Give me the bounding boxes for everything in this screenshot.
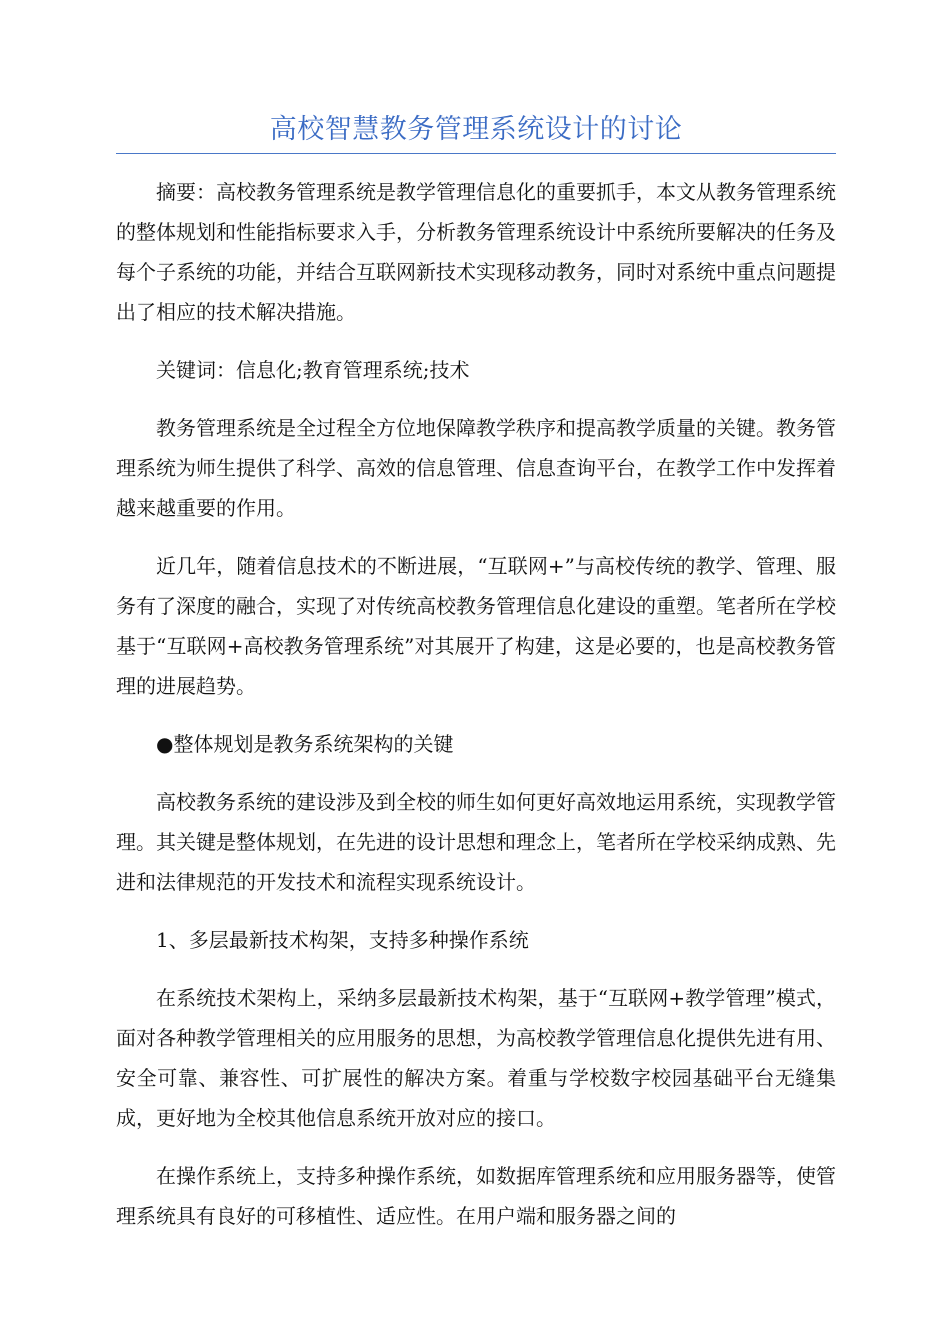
body-paragraph: 在系统技术架构上，采纳多层最新技术构架，基于“互联网+教学管理”模式，面对各种教学管理相关的应用服务的思想，为高校教学管理信息化提供先进有用、安全可靠、兼容性、可扩展性的解决方案。着重与学校数字校园基础平台无缝集成，更好地为全校其他信息系统开放对应的接口。 — [116, 986, 836, 1130]
abstract-paragraph: 摘要：高校教务管理系统是教学管理信息化的重要抓手，本文从教务管理系统的整体规划和性能指标要求入手，分析教务管理系统设计中系统所要解决的任务及每个子系统的功能，并结合互联网新技术实现移动教务，同时对系统中重点问题提出了相应的技术解决措施。 — [116, 180, 836, 324]
document-title: 高校智慧教务管理系统设计的讨论 — [269, 114, 683, 145]
title-underline — [116, 153, 836, 154]
keywords-paragraph: 关键词：信息化;教育管理系统;技术 — [156, 358, 470, 382]
body-paragraph: 教务管理系统是全过程全方位地保障教学秩序和提高教学质量的关键。教务管理系统为师生提供了科学、高效的信息管理、信息查询平台，在教学工作中发挥着越来越重要的作用。 — [116, 416, 836, 520]
body-paragraph: 高校教务系统的建设涉及到全校的师生如何更好高效地运用系统，实现教学管理。其关键是整体规划，在先进的设计思想和理念上，笔者所在学校采纳成熟、先进和法律规范的开发技术和流程实现系统设计。 — [116, 790, 836, 894]
body-paragraph: 近几年，随着信息技术的不断进展，“互联网+”与高校传统的教学、管理、服务有了深度的融合，实现了对传统高校教务管理信息化建设的重塑。笔者所在学校基于“互联网+高校教务管理系统”对其展开了构建，这是必要的，也是高校教务管理的进展趋势。 — [116, 554, 836, 698]
subsection-heading: 1、多层最新技术构架，支持多种操作系统 — [156, 928, 529, 952]
document-body — [116, 172, 836, 1254]
body-paragraph: 在操作系统上，支持多种操作系统，如数据库管理系统和应用服务器等，使管理系统具有良好的可移植性、适应性。在用户端和服务器之间的 — [116, 1164, 836, 1228]
section-heading: ●整体规划是教务系统架构的关键 — [156, 732, 454, 756]
